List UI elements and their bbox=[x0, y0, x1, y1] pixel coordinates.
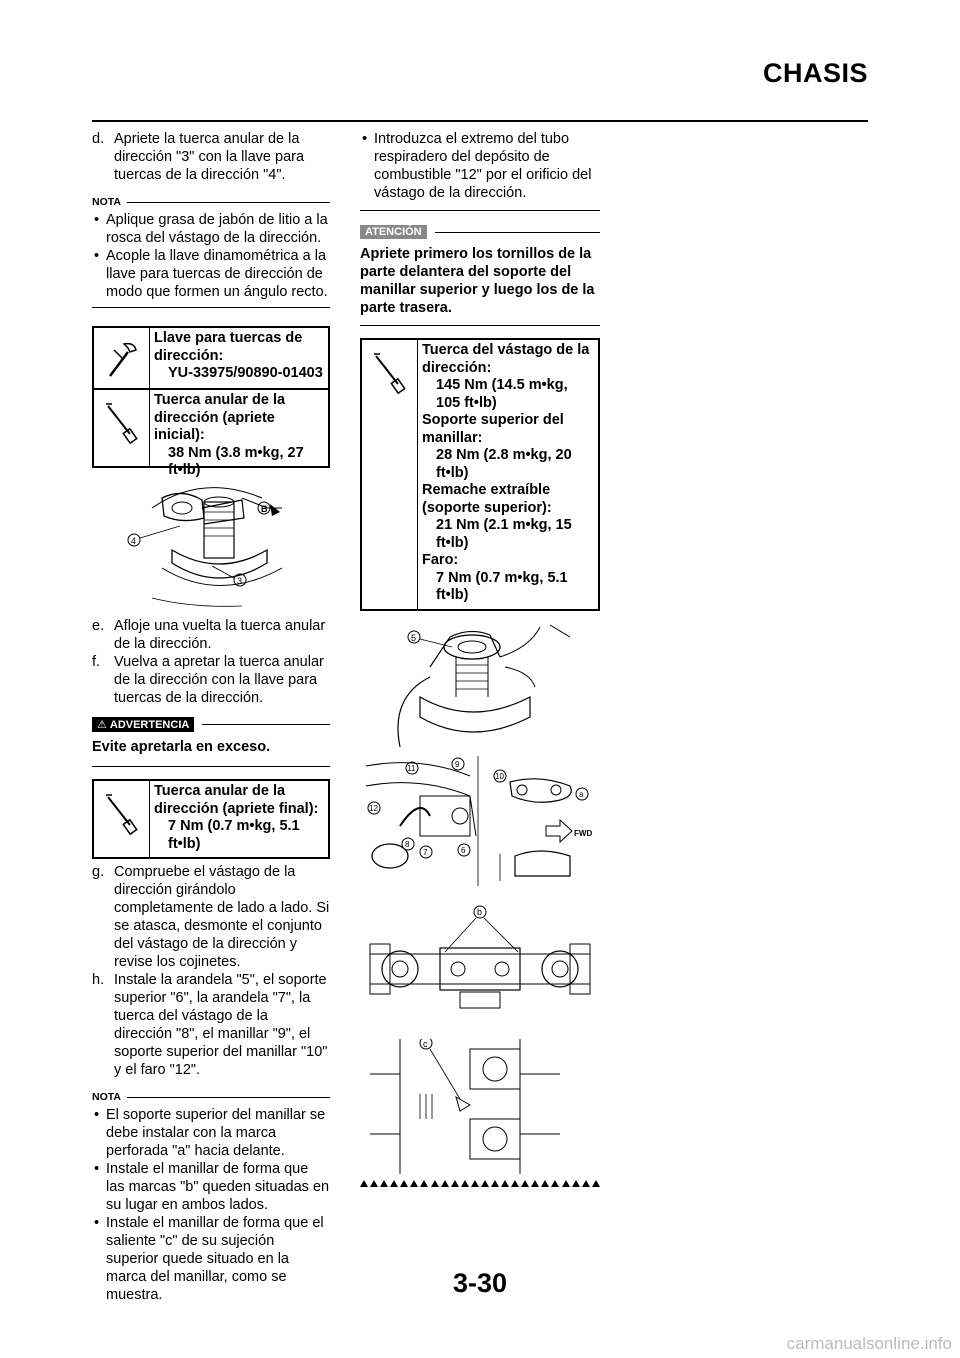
step-letter: d. bbox=[92, 131, 105, 147]
step-g: g. Compruebe el vástago de la dirección girándolo completamente de lado a lado. Si se atasca, desmonte el conjunto del vástago de la dirección y revise los cojinetes. bbox=[92, 864, 330, 970]
figure-label-4: 4 bbox=[131, 536, 137, 546]
warning-badge: ⚠ ADVERTENCIA bbox=[92, 717, 194, 732]
section-rule bbox=[360, 210, 600, 211]
handlebar-top-view-figure bbox=[360, 904, 600, 1029]
header-rule bbox=[92, 120, 868, 122]
figure-label-11: 11 bbox=[407, 764, 416, 773]
nota-bullet: • Acople la llave dinamométrica a la llave para tuercas de dirección de modo que formen un ángulo recto. bbox=[94, 248, 328, 300]
section-rule bbox=[360, 325, 600, 326]
spec-value: 7 Nm (0.7 m•kg, 5.1 ft•lb) bbox=[168, 818, 300, 852]
nota-bullet: • El soporte superior del manillar se debe instalar con la marca perforada "a" hacia delante. bbox=[94, 1107, 326, 1159]
step-f: f. Vuelva a apretar la tuerca anular de la dirección con la llave para tuercas de la dirección. bbox=[92, 654, 324, 706]
spec-title: Tuerca del vástago de la dirección: bbox=[422, 342, 590, 376]
spec-value: 21 Nm (2.1 m•kg, 15 ft•lb) bbox=[436, 517, 572, 551]
torque-spec-box-multi bbox=[360, 338, 600, 611]
step-h: h. Instale la arandela "5", el soporte superior "6", la arandela "7", la tuerca del vástago de la dirección "8", el manillar "9", el soporte superior del manillar "10" y el faro "12". bbox=[92, 972, 328, 1078]
figure-label-6: 6 bbox=[461, 846, 466, 855]
spec-value: YU-33975/90890-01403 bbox=[168, 365, 323, 381]
wrench-tool-icon bbox=[94, 328, 150, 388]
figure-label-c: c bbox=[423, 1039, 428, 1049]
spec-value: 28 Nm (2.8 m•kg, 20 ft•lb) bbox=[436, 447, 572, 481]
handlebar-assembly-figure bbox=[360, 756, 600, 886]
left-column bbox=[92, 130, 330, 1304]
spec-title: Faro: bbox=[422, 552, 459, 568]
spec-value: 38 Nm (3.8 m•kg, 27 ft•lb) bbox=[168, 444, 304, 478]
instruction-bullet: • Introduzca el extremo del tubo respiradero del depósito de combustible "12" por el orificio del vástago de la dirección. bbox=[362, 131, 592, 201]
watermark: carmanualsonline.info bbox=[786, 1334, 952, 1353]
figure-label-5: 5 bbox=[411, 633, 417, 643]
figure-label-7: 7 bbox=[423, 848, 428, 857]
page-header-title: CHASIS bbox=[762, 58, 868, 88]
fwd-label: FWD bbox=[574, 829, 593, 838]
warning-icon: ⚠ bbox=[97, 719, 107, 731]
figure-label-b: B bbox=[261, 504, 268, 514]
section-rule bbox=[92, 307, 330, 308]
spec-title: Tuerca anular de la dirección (apriete final): bbox=[154, 783, 319, 817]
spec-title: Soporte superior del manillar: bbox=[422, 412, 564, 446]
steering-nut-figure bbox=[92, 478, 330, 613]
step-e: e. Afloje una vuelta la tuerca anular de la dirección. bbox=[92, 618, 326, 652]
step-text: Apriete la tuerca anular de la dirección "3" con la llave para tuercas de la dirección "4". bbox=[114, 131, 305, 183]
figure-label-8: 8 bbox=[405, 840, 410, 849]
figure-label-12: 12 bbox=[369, 804, 378, 813]
holder-alignment-figure bbox=[360, 1039, 600, 1174]
washer-figure bbox=[360, 617, 600, 752]
figure-label-a: a bbox=[579, 790, 584, 799]
spec-title: Tuerca anular de la dirección (apriete inicial): bbox=[154, 392, 286, 443]
figure-label-b: b bbox=[477, 907, 483, 917]
figure-label-3: 3 bbox=[237, 576, 243, 586]
tool-spec-box bbox=[92, 326, 330, 390]
torque-wrench-icon bbox=[94, 390, 150, 466]
figure-label-10: 10 bbox=[495, 772, 504, 781]
nota-heading: NOTA bbox=[92, 196, 330, 208]
torque-wrench-icon bbox=[94, 781, 150, 857]
spec-title: Llave para tuercas de dirección: bbox=[154, 330, 303, 364]
page-number: 3-30 bbox=[452, 1268, 508, 1298]
nota-bullet: • Instale el manillar de forma que el saliente "c" de su sujeción superior quede situado en la marca del manillar, como se muestra. bbox=[94, 1215, 324, 1303]
warning-heading bbox=[92, 717, 330, 732]
spec-value: 7 Nm (0.7 m•kg, 5.1 ft•lb) bbox=[436, 569, 568, 603]
nota-heading: NOTA bbox=[92, 1091, 330, 1103]
torque-wrench-icon bbox=[362, 340, 418, 609]
spec-title: Remache extraíble (soporte superior): bbox=[422, 482, 552, 516]
torque-spec-box-final bbox=[92, 779, 330, 859]
nota-bullet: • Aplique grasa de jabón de litio a la rosca del vástago de la dirección. bbox=[94, 212, 328, 246]
nota-bullet: • Instale el manillar de forma que las marcas "b" queden situadas en su lugar en ambos lados. bbox=[94, 1161, 330, 1213]
step-d bbox=[92, 130, 330, 184]
torque-spec-box-initial bbox=[92, 388, 330, 478]
attention-text: Apriete primero los tornillos de la parte delantera del soporte del manillar superior y luego los de la parte trasera. bbox=[360, 246, 595, 316]
attention-badge: ATENCIÓN bbox=[360, 225, 427, 239]
warning-text: Evite apretarla en exceso. bbox=[92, 739, 271, 755]
spec-value: 145 Nm (14.5 m•kg, 105 ft•lb) bbox=[436, 377, 568, 411]
end-of-section-marker bbox=[360, 1180, 600, 1187]
middle-column bbox=[360, 130, 600, 1187]
figure-label-9: 9 bbox=[455, 760, 460, 769]
section-rule bbox=[92, 766, 330, 767]
attention-heading bbox=[360, 225, 600, 239]
